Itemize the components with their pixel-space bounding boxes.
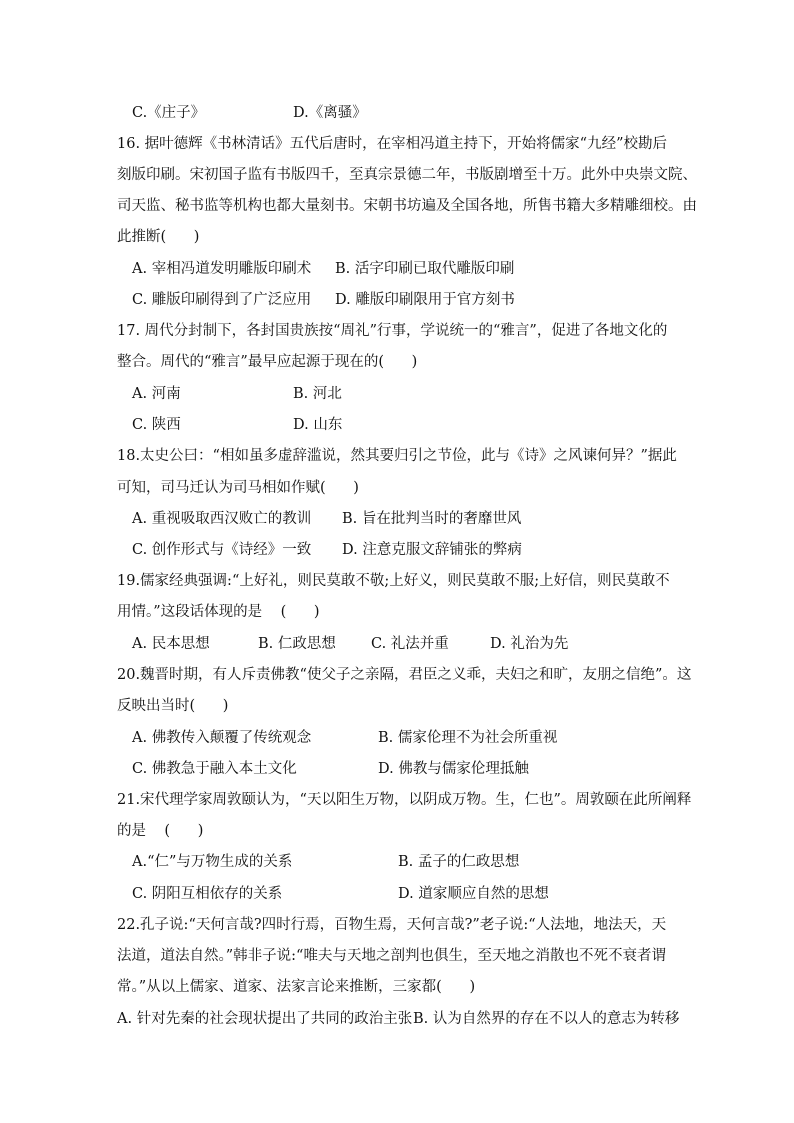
q19-stem-line-2: 用情。”这段话体现的是 ( ) bbox=[117, 604, 320, 620]
q18-stem-line-2: 可知，司马迁认为司马相如作赋( ) bbox=[117, 480, 359, 496]
q21-option-b: B. 孟子的仁政思想 bbox=[398, 854, 520, 870]
q16-stem-line-2: 刻版印刷。宋初国子监有书版四千，至真宗景德二年，书版剧增至十万。此外中央崇文院、 bbox=[117, 167, 697, 183]
q19-option-b: B. 仁政思想 bbox=[258, 636, 336, 652]
q21-option-c: C. 阴阳互相依存的关系 bbox=[132, 886, 283, 902]
q16-option-a: A. 宰相冯道发明雕版印刷术 bbox=[132, 261, 312, 277]
q16-option-d: D. 雕版印刷限用于官方刻书 bbox=[335, 292, 515, 308]
q22-option-b: B. 认为自然界的存在不以人的意志为转移 bbox=[413, 1011, 680, 1027]
q20-option-d: D. 佛教与儒家伦理抵触 bbox=[378, 761, 529, 777]
q20-option-b: B. 儒家伦理不为社会所重视 bbox=[378, 730, 558, 746]
q18-stem-line-1: 18.太史公曰：“相如虽多虚辞滥说，然其要归引之节俭，此与《诗》之风谏何异？”据此 bbox=[117, 448, 677, 464]
q21-stem-line-1: 21.宋代理学家周敦颐认为，“天以阳生万物，以阴成万物。生，仁也”。周敦颐在此所阐释 bbox=[117, 792, 692, 808]
q21-option-d: D. 道家顺应自然的思想 bbox=[398, 886, 549, 902]
q16-option-b: B. 活字印刷已取代雕版印刷 bbox=[335, 261, 515, 277]
q17-option-d: D. 山东 bbox=[293, 417, 343, 433]
q22-option-a: A. 针对先秦的社会现状提出了共同的政治主张 bbox=[117, 1011, 413, 1027]
q18-option-b: B. 旨在批判当时的奢靡世风 bbox=[342, 511, 522, 527]
q20-stem-line-2: 反映出当时( ) bbox=[117, 698, 229, 714]
q19-option-a: A. 民本思想 bbox=[132, 636, 210, 652]
q17-stem-line-2: 整合。周代的“雅言”最早应起源于现在的( ) bbox=[117, 354, 418, 370]
q20-option-c: C. 佛教急于融入本土文化 bbox=[132, 761, 297, 777]
q22-stem-line-2: 法道，道法自然。”韩非子说:“唯夫与天地之剖判也俱生，至天地之消散也不死不衰者谓 bbox=[117, 948, 666, 964]
q15-option-c: C.《庄子》 bbox=[132, 105, 206, 121]
q21-stem-line-2: 的是 ( ) bbox=[117, 823, 204, 839]
q20-stem-line-1: 20.魏晋时期，有人斥责佛教“使父子之亲隔，君臣之义乖，夫妇之和旷，友朋之信绝”。这 bbox=[117, 667, 692, 683]
q15-option-d: D.《离骚》 bbox=[293, 105, 367, 121]
q19-option-d: D. 礼治为先 bbox=[490, 636, 569, 652]
q17-stem-line-1: 17. 周代分封制下，各封国贵族按“周礼”行事，学说统一的“雅言”，促进了各地文化的 bbox=[117, 323, 668, 339]
q19-stem-line-1: 19.儒家经典强调:“上好礼，则民莫敢不敬;上好义，则民莫敢不服;上好信，则民莫敢不 bbox=[117, 573, 670, 589]
q16-stem-line-4: 此推断( ) bbox=[117, 229, 200, 245]
q16-stem-line-3: 司天监、秘书监等机构也都大量刻书。宋朝书坊遍及全国各地，所售书籍大多精雕细校。由 bbox=[117, 198, 697, 214]
q18-option-a: A. 重视吸取西汉败亡的教训 bbox=[132, 511, 312, 527]
q22-stem-line-3: 常。”从以上儒家、道家、法家言论来推断，三家都( ) bbox=[117, 979, 476, 995]
q17-option-c: C. 陕西 bbox=[132, 417, 181, 433]
q19-option-c: C. 礼法并重 bbox=[371, 636, 449, 652]
q17-option-a: A. 河南 bbox=[132, 386, 181, 402]
q21-option-a: A.“仁”与万物生成的关系 bbox=[132, 854, 293, 870]
q20-option-a: A. 佛教传入颠覆了传统观念 bbox=[132, 730, 312, 746]
q16-stem-line-1: 16. 据叶德辉《书林清话》五代后唐时，在宰相冯道主持下，开始将儒家“九经”校勘后 bbox=[117, 136, 667, 152]
q17-option-b: B. 河北 bbox=[293, 386, 342, 402]
q16-option-c: C. 雕版印刷得到了广泛应用 bbox=[132, 292, 312, 308]
q18-option-c: C. 创作形式与《诗经》一致 bbox=[132, 542, 312, 558]
q18-option-d: D. 注意克服文辞铺张的弊病 bbox=[342, 542, 522, 558]
q22-stem-line-1: 22.孔子说:“天何言哉?四时行焉，百物生焉，天何言哉?”老子说:“人法地，地法天，天 bbox=[117, 917, 667, 933]
